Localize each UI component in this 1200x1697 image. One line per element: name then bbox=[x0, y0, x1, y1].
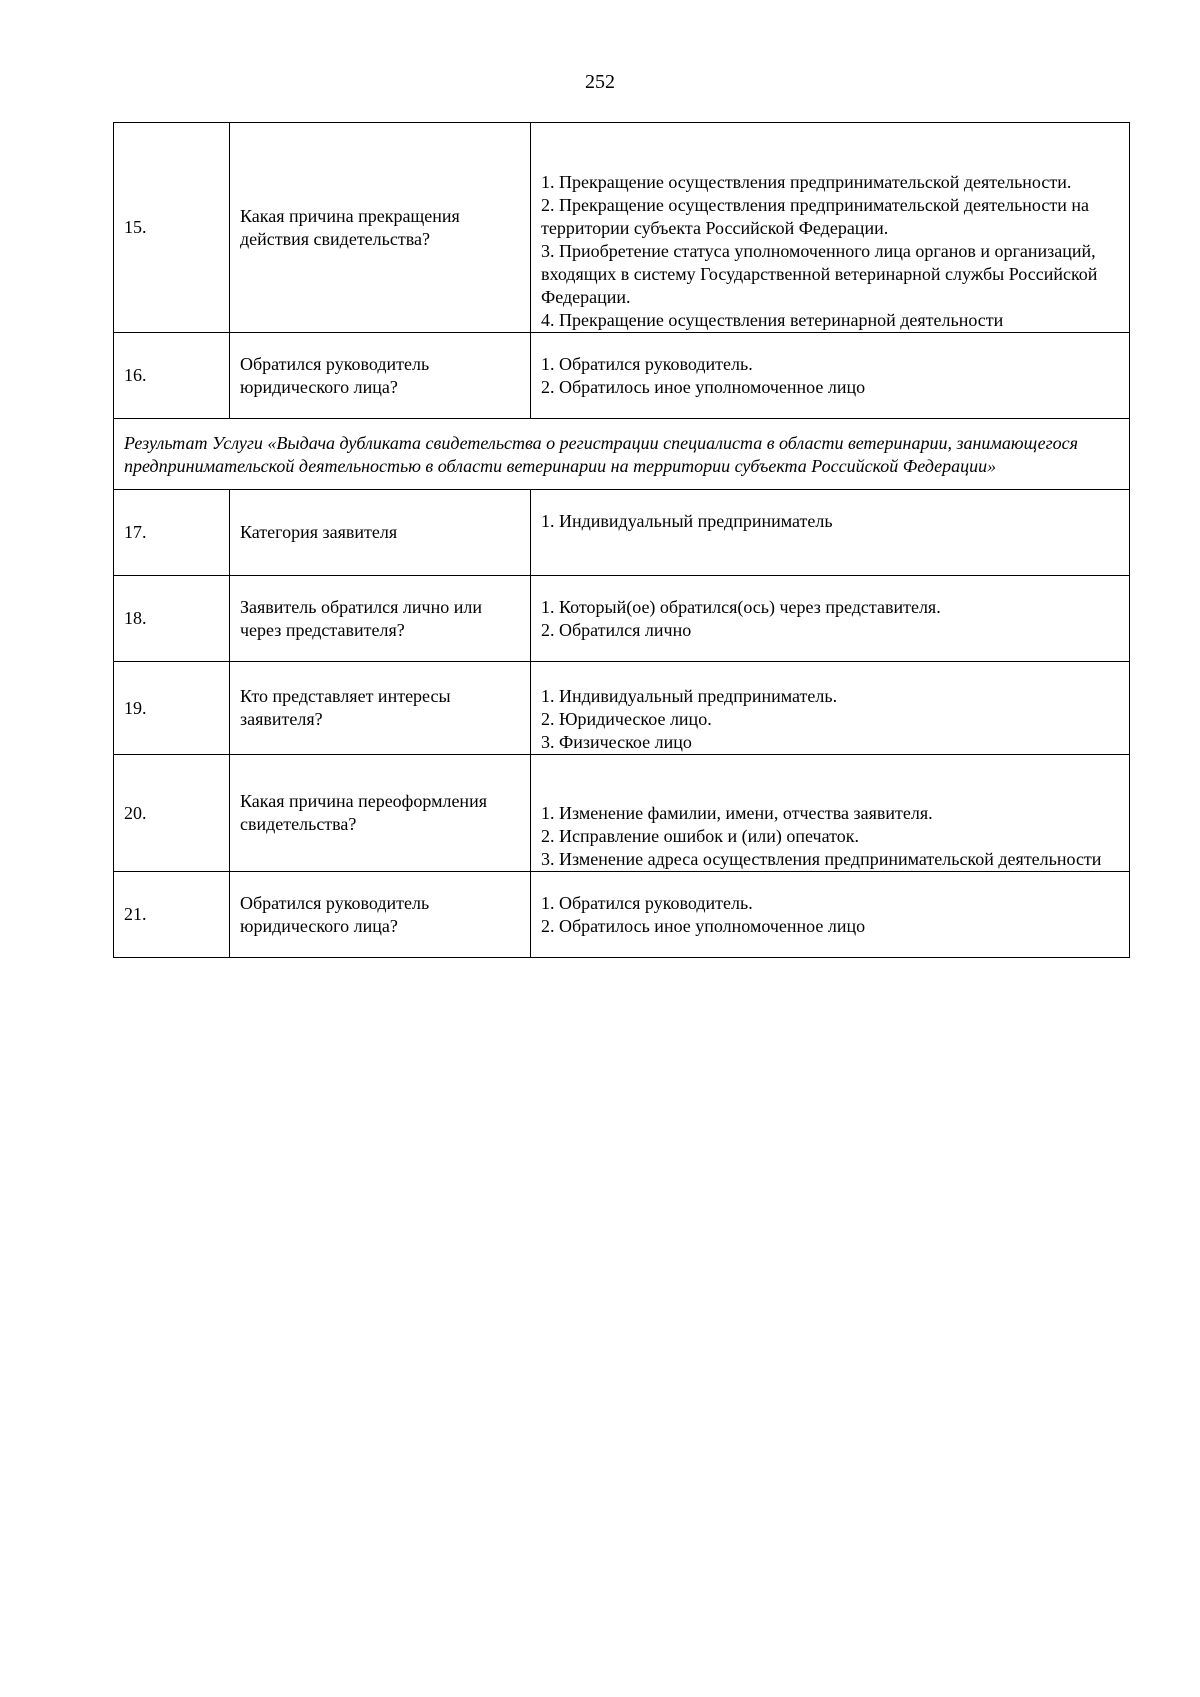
answer-item: 1. Обратился руководитель. bbox=[541, 353, 753, 374]
row-question: Заявитель обратился лично или через представителя? bbox=[230, 576, 531, 662]
table-row bbox=[114, 872, 1130, 958]
answer-item: 1. Индивидуальный предприниматель bbox=[541, 511, 833, 531]
table-row bbox=[114, 333, 1130, 419]
row-answers bbox=[531, 662, 1130, 755]
answer-item: 3. Приобретение статуса уполномоченного лица органов и организаций, входящих в систему Государственной ветеринарной службы Российской Федерации. bbox=[541, 241, 1098, 307]
answer-item: 2. Юридическое лицо. bbox=[541, 709, 712, 729]
answer-item: 1. Прекращение осуществления предпринимательской деятельности. bbox=[541, 172, 1072, 192]
answer-item: 3. Физическое лицо bbox=[541, 732, 692, 752]
row-question: Обратился руководитель юридического лица? bbox=[230, 872, 531, 958]
row-number: 18. bbox=[114, 576, 230, 662]
row-number: 20. bbox=[114, 755, 230, 872]
row-question: Какая причина прекращения действия свидетельства? bbox=[230, 123, 531, 333]
answer-item: 2. Исправление ошибок и (или) опечаток. bbox=[541, 826, 859, 846]
row-answers bbox=[531, 576, 1130, 662]
row-answers bbox=[531, 123, 1130, 333]
page-number: 252 bbox=[585, 71, 615, 93]
answer-item: 1. Индивидуальный предприниматель. bbox=[541, 686, 838, 706]
section-row bbox=[114, 419, 1130, 490]
row-answers bbox=[531, 872, 1130, 958]
answer-item: 1. Изменение фамилии, имени, отчества заявителя. bbox=[541, 803, 933, 823]
table-row bbox=[114, 576, 1130, 662]
row-question: Обратился руководитель юридического лица? bbox=[230, 333, 531, 419]
answer-item: 2. Обратилось иное уполномоченное лицо bbox=[541, 915, 866, 936]
row-number: 16. bbox=[114, 333, 230, 419]
row-number: 21. bbox=[114, 872, 230, 958]
table-row bbox=[114, 123, 1130, 333]
answer-item: 2. Обратился лично bbox=[541, 619, 692, 640]
row-answers bbox=[531, 755, 1130, 872]
answer-item: 4. Прекращение осуществления ветеринарной деятельности bbox=[541, 310, 1004, 330]
row-answers bbox=[531, 490, 1130, 576]
table-row bbox=[114, 490, 1130, 576]
row-question: Категория заявителя bbox=[230, 490, 531, 576]
answer-item: 3. Изменение адреса осуществления предпринимательской деятельности bbox=[541, 849, 1102, 869]
row-answers bbox=[531, 333, 1130, 419]
answer-item: 1. Обратился руководитель. bbox=[541, 892, 753, 913]
table-row bbox=[114, 662, 1130, 755]
row-number: 17. bbox=[114, 490, 230, 576]
questions-table bbox=[113, 122, 1130, 958]
table-row bbox=[114, 755, 1130, 872]
answer-item: 2. Обратилось иное уполномоченное лицо bbox=[541, 376, 866, 397]
section-header: Результат Услуги «Выдача дубликата свидетельства о регистрации специалиста в области ветеринарии, занимающегося предпринимательской деятельностью в области ветеринарии на территории субъекта Российской Федерации» bbox=[114, 419, 1130, 490]
row-number: 19. bbox=[114, 662, 230, 755]
row-number: 15. bbox=[114, 123, 230, 333]
answer-item: 1. Который(ое) обратился(ось) через представителя. bbox=[541, 596, 941, 617]
answer-item: 2. Прекращение осуществления предпринимательской деятельности на территории субъекта Российской Федерации. bbox=[541, 195, 1089, 238]
row-question: Какая причина переоформления свидетельства? bbox=[230, 755, 531, 872]
row-question: Кто представляет интересы заявителя? bbox=[230, 662, 531, 755]
